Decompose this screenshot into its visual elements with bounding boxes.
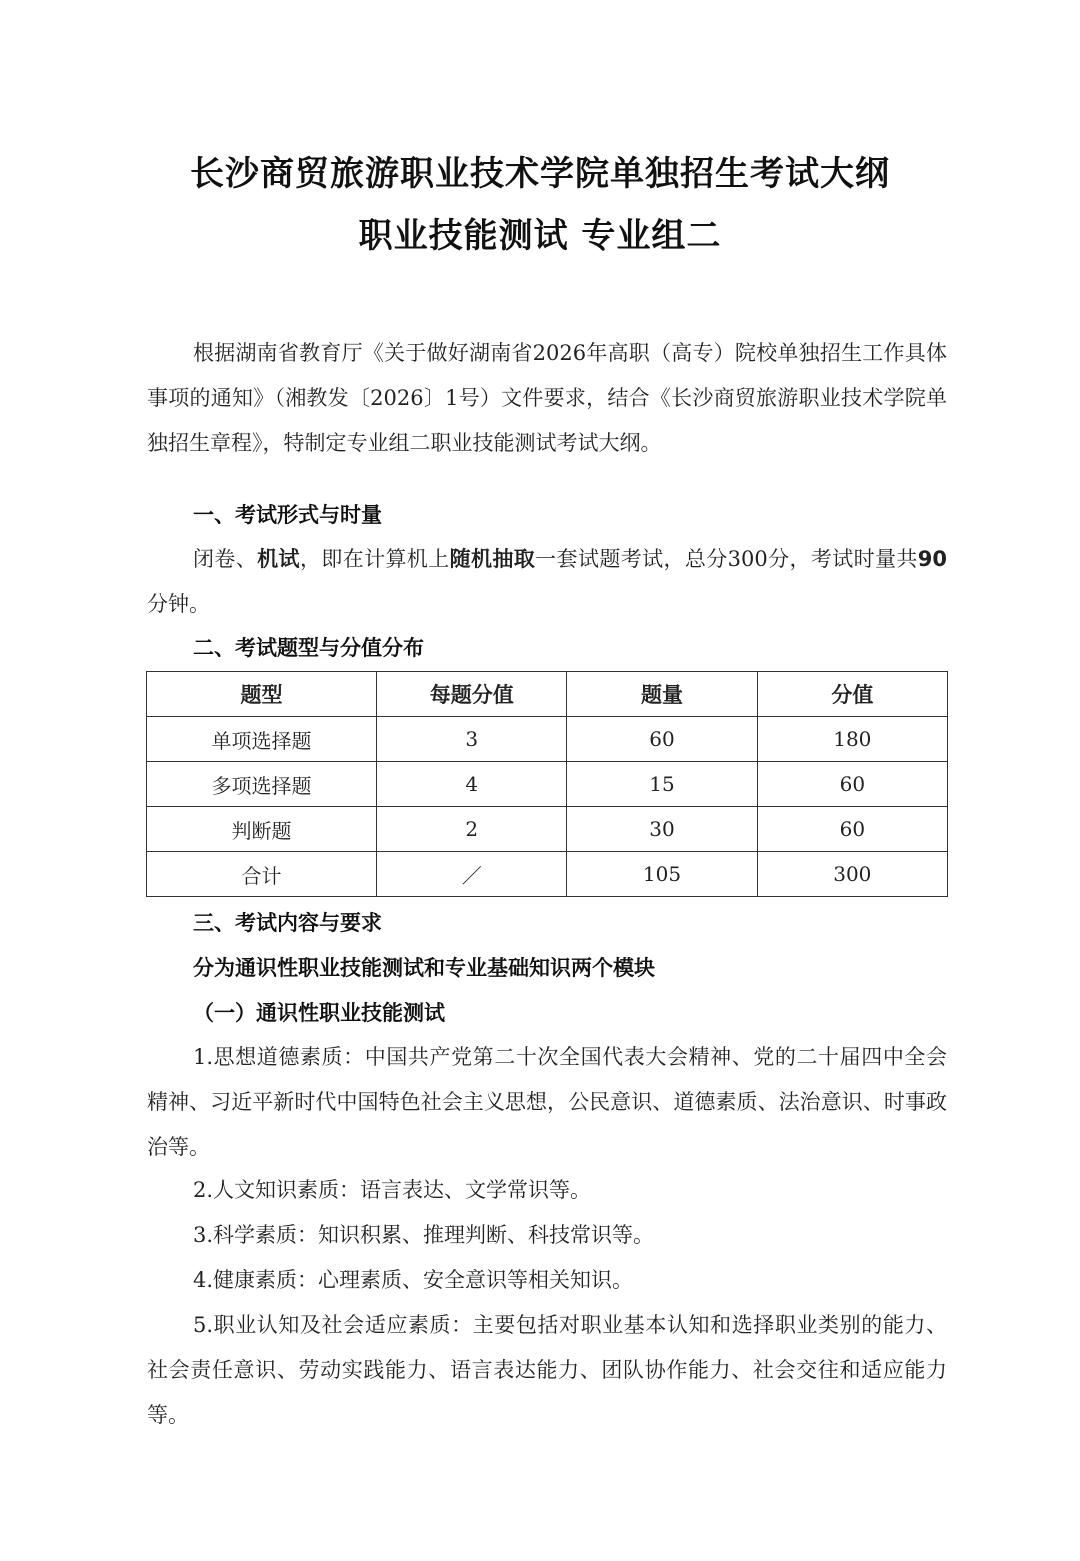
section1-bold-2: 随机抽取 bbox=[449, 547, 536, 571]
table-cell: 3 bbox=[377, 717, 567, 762]
table-cell: 2 bbox=[377, 807, 567, 852]
document-title: 长沙商贸旅游职业技术学院单独招生考试大纲 bbox=[190, 154, 890, 194]
table-cell: 多项选择题 bbox=[147, 762, 377, 807]
table-cell: 300 bbox=[757, 852, 947, 897]
table-cell: 4 bbox=[377, 762, 567, 807]
table-header-row bbox=[147, 672, 948, 717]
section2-heading: 二、考试题型与分值分布 bbox=[193, 636, 424, 660]
document-subtitle: 职业技能测试 专业组二 bbox=[358, 216, 722, 256]
section1-text-2: ，即在计算机上 bbox=[299, 547, 450, 571]
table-cell: 105 bbox=[567, 852, 757, 897]
table-cell: 30 bbox=[567, 807, 757, 852]
table-header-cell: 分值 bbox=[757, 672, 947, 717]
table-cell: 单项选择题 bbox=[147, 717, 377, 762]
table-cell: 15 bbox=[567, 762, 757, 807]
table-row bbox=[147, 807, 948, 852]
list-item: 3.科学素质：知识积累、推理判断、科技常识等。 bbox=[193, 1223, 655, 1247]
table-cell: 60 bbox=[567, 717, 757, 762]
section1-bold-3: 90 bbox=[917, 547, 948, 571]
section3-heading: 三、考试内容与要求 bbox=[193, 911, 382, 935]
table-row bbox=[147, 717, 948, 762]
table-header-cell: 题量 bbox=[567, 672, 757, 717]
section1-heading: 一、考试形式与时量 bbox=[193, 503, 382, 527]
list-item: 2.人文知识素质：语言表达、文学常识等。 bbox=[193, 1178, 592, 1202]
list-item: 4.健康素质：心理素质、安全意识等相关知识。 bbox=[193, 1268, 634, 1292]
table-cell: 判断题 bbox=[147, 807, 377, 852]
table-cell: 60 bbox=[757, 807, 947, 852]
table-header-cell: 题型 bbox=[147, 672, 377, 717]
list-item: 1.思想道德素质：中国共产党第二十次全国代表大会精神、党的二十届四中全会精神、习近平新时代中国特色社会主义思想，公民意识、道德素质、法治意识、时事政治等。 bbox=[147, 1045, 947, 1159]
part1-heading: （一）通识性职业技能测试 bbox=[193, 1001, 445, 1025]
score-table bbox=[146, 671, 948, 897]
section1-bold-1: 机试 bbox=[257, 547, 300, 571]
intro-paragraph: 根据湖南省教育厅《关于做好湖南省2026年高职（高专）院校单独招生工作具体事项的通知》（湘教发〔2026〕1号）文件要求，结合《长沙商贸旅游职业技术学院单独招生章程》，特制定专业组二职业技能测试考试大纲。 bbox=[147, 341, 947, 455]
section1-paragraph bbox=[147, 537, 947, 627]
section1-text-4: 分钟。 bbox=[147, 592, 210, 616]
table-cell: ／ bbox=[377, 852, 567, 897]
table-cell: 合计 bbox=[147, 852, 377, 897]
section1-text-3: 一套试题考试，总分300分，考试时量共 bbox=[535, 547, 918, 571]
table-cell: 60 bbox=[757, 762, 947, 807]
table-cell: 180 bbox=[757, 717, 947, 762]
list-item: 5.职业认知及社会适应素质：主要包括对职业基本认知和选择职业类别的能力、社会责任意识、劳动实践能力、语言表达能力、团队协作能力、社会交往和适应能力等。 bbox=[147, 1313, 947, 1427]
section3-subheading: 分为通识性职业技能测试和专业基础知识两个模块 bbox=[193, 956, 655, 980]
table-row bbox=[147, 762, 948, 807]
table-total-row bbox=[147, 852, 948, 897]
section1-text-1: 闭卷、 bbox=[193, 547, 258, 571]
table-header-cell: 每题分值 bbox=[377, 672, 567, 717]
